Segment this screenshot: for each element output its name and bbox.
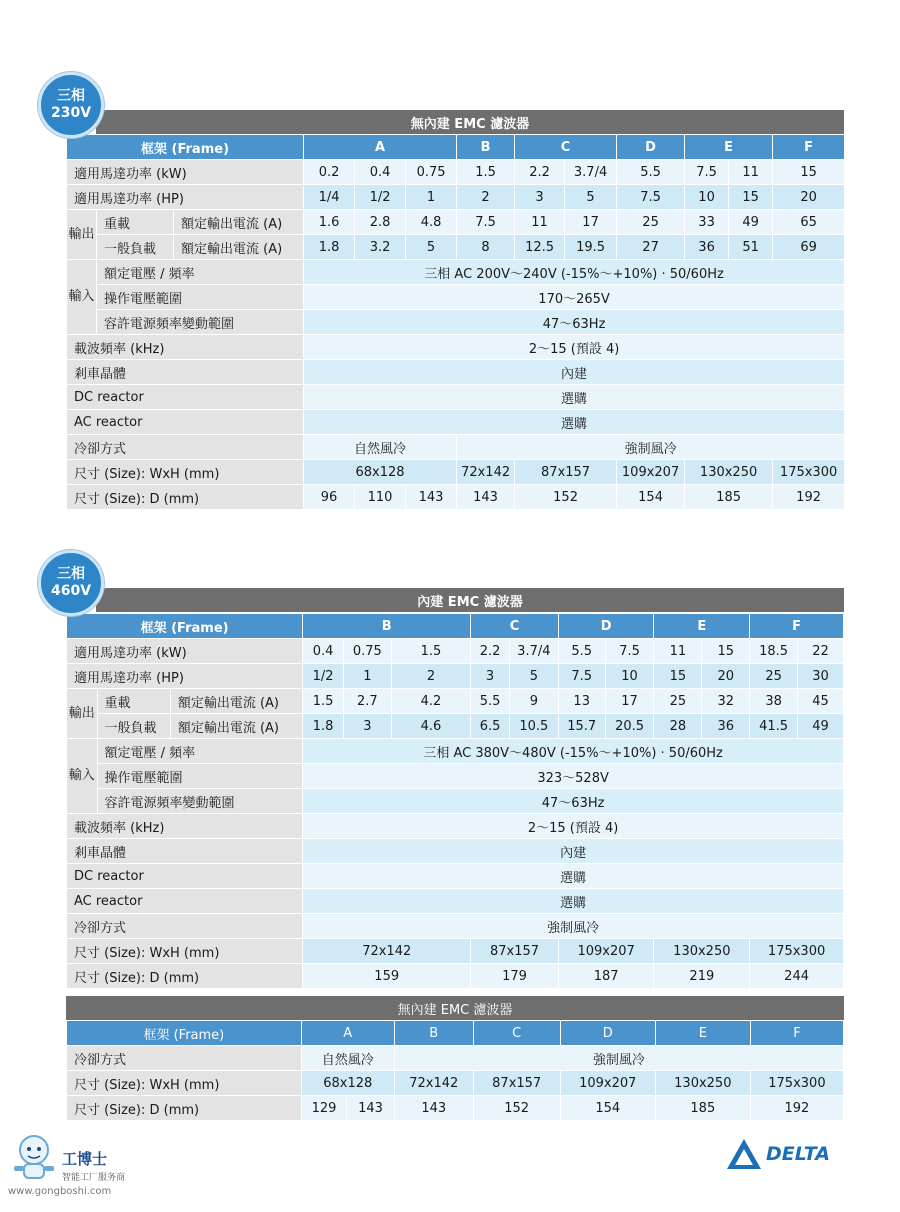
heavy-cell: 1.5 [303, 689, 344, 714]
size-wh-row [67, 1071, 844, 1096]
normal-cell: 19.5 [565, 235, 617, 260]
size-d-cell: 143 [394, 1096, 473, 1121]
normal-cell: 6.5 [471, 714, 510, 739]
hp-cell: 5 [509, 664, 558, 689]
dc-value: 選購 [304, 385, 845, 410]
rated-voltage-value: 三相 AC 200V～240V (-15%～+10%) · 50/60Hz [304, 260, 845, 285]
normal-row [67, 714, 844, 739]
badge-voltage: 460V [50, 583, 92, 599]
frame-c: C [515, 135, 617, 160]
hp-cell: 10 [685, 185, 729, 210]
rated-voltage-row [67, 739, 844, 764]
frame-b: B [303, 614, 471, 639]
voltage-range-label: 操作電壓範圍 [97, 285, 304, 310]
size-d-cell: 152 [515, 485, 617, 510]
cooling-natural: 自然風冷 [304, 435, 457, 460]
dc-value: 選購 [303, 864, 844, 889]
kw-label: 適用馬達功率 (kW) [67, 160, 304, 185]
kw-cell: 15 [773, 160, 845, 185]
cooling-row [67, 914, 844, 939]
hp-cell: 1 [343, 664, 391, 689]
ac-value: 選購 [303, 889, 844, 914]
freq-range-label: 容許電源頻率變動範圍 [97, 789, 303, 814]
size-d-cell: 152 [473, 1096, 560, 1121]
size-d-row [67, 964, 844, 989]
kw-cell: 2.2 [515, 160, 565, 185]
normal-label: 一般負載 [97, 235, 174, 260]
output-side-label: 輸出 [67, 210, 97, 260]
size-d-cell: 143 [347, 1096, 395, 1121]
size-d-cell: 143 [457, 485, 515, 510]
size-d-cell: 129 [301, 1096, 347, 1121]
dc-row [67, 385, 845, 410]
heavy-cell: 13 [558, 689, 605, 714]
frame-b: B [457, 135, 515, 160]
heavy-cell: 32 [702, 689, 750, 714]
hp-cell: 20 [773, 185, 845, 210]
normal-cell: 41.5 [750, 714, 798, 739]
heavy-label: 重載 [97, 210, 174, 235]
heavy-cell: 25 [654, 689, 702, 714]
normal-cell: 4.6 [391, 714, 470, 739]
kw-cell: 1.5 [391, 639, 470, 664]
kw-cell: 0.75 [406, 160, 457, 185]
kw-cell: 5.5 [617, 160, 685, 185]
size-d-cell: 159 [303, 964, 471, 989]
size-wh-cell: 130x250 [655, 1071, 750, 1096]
heavy-cell: 5.5 [471, 689, 510, 714]
size-wh-cell: 109x207 [560, 1071, 655, 1096]
cooling-row [67, 1046, 844, 1071]
kw-cell: 15 [702, 639, 750, 664]
hp-cell: 1/4 [304, 185, 355, 210]
heavy-cell: 2.8 [355, 210, 406, 235]
normal-cell: 5 [406, 235, 457, 260]
cooling-label: 冷卻方式 [67, 1046, 302, 1071]
hp-cell: 15 [654, 664, 702, 689]
hp-cell: 5 [565, 185, 617, 210]
normal-cell: 10.5 [509, 714, 558, 739]
size-d-cell: 110 [355, 485, 406, 510]
freq-range-row [67, 789, 844, 814]
size-wh-label: 尺寸 (Size): WxH (mm) [67, 460, 304, 485]
hp-cell: 30 [798, 664, 844, 689]
brand-url[interactable]: www.gongboshi.com [8, 1186, 112, 1197]
ac-row [67, 410, 845, 435]
normal-cell: 28 [654, 714, 702, 739]
hp-cell: 20 [702, 664, 750, 689]
rated-current-label: 額定輸出電流 (A) [170, 714, 302, 739]
voltage-range-label: 操作電壓範圍 [97, 764, 303, 789]
frame-a: A [304, 135, 457, 160]
size-d-label: 尺寸 (Size): D (mm) [67, 964, 303, 989]
brand-name: 工博士 [62, 1150, 108, 1168]
size-wh-cell: 87x157 [471, 939, 559, 964]
cooling-natural: 自然風冷 [301, 1046, 394, 1071]
delta-wordmark: DELTA [766, 1143, 830, 1165]
kw-label: 適用馬達功率 (kW) [67, 639, 303, 664]
size-wh-cell: 109x207 [617, 460, 685, 485]
output-side-label: 輸出 [67, 689, 98, 739]
spec-table-230v [66, 134, 845, 510]
rated-current-label: 額定輸出電流 (A) [170, 689, 302, 714]
kw-row [67, 160, 845, 185]
frame-c: C [471, 614, 559, 639]
cooling-value: 強制風冷 [303, 914, 844, 939]
cooling-row [67, 435, 845, 460]
size-d-row [67, 1096, 844, 1121]
frame-b: B [394, 1021, 473, 1046]
size-d-label: 尺寸 (Size): D (mm) [67, 485, 304, 510]
brake-row [67, 839, 844, 864]
frame-row [67, 614, 844, 639]
input-side-label: 輸入 [67, 260, 97, 335]
heavy-cell: 11 [515, 210, 565, 235]
normal-cell: 36 [702, 714, 750, 739]
carrier-value: 2～15 (預設 4) [304, 335, 845, 360]
size-d-cell: 244 [750, 964, 844, 989]
freq-range-label: 容許電源頻率變動範圍 [97, 310, 304, 335]
kw-cell: 3.7/4 [509, 639, 558, 664]
hp-cell: 7.5 [617, 185, 685, 210]
normal-cell: 51 [729, 235, 773, 260]
normal-cell: 8 [457, 235, 515, 260]
hp-row [67, 185, 845, 210]
heavy-cell: 1.6 [304, 210, 355, 235]
heavy-cell: 25 [617, 210, 685, 235]
carrier-value: 2～15 (預設 4) [303, 814, 844, 839]
kw-cell: 22 [798, 639, 844, 664]
carrier-label: 載波頻率 (kHz) [67, 335, 304, 360]
kw-cell: 18.5 [750, 639, 798, 664]
kw-cell: 11 [729, 160, 773, 185]
hp-cell: 2 [457, 185, 515, 210]
badge-voltage: 230V [50, 105, 92, 121]
kw-cell: 5.5 [558, 639, 605, 664]
heavy-cell: 17 [605, 689, 654, 714]
size-d-cell: 154 [560, 1096, 655, 1121]
badge-230v [38, 72, 104, 138]
hp-cell: 1/2 [303, 664, 344, 689]
frame-d: D [617, 135, 685, 160]
heavy-row [67, 210, 845, 235]
rated-voltage-value: 三相 AC 380V～480V (-15%～+10%) · 50/60Hz [303, 739, 844, 764]
frame-label: 框架 (Frame) [67, 1021, 302, 1046]
size-wh-cell: 175x300 [750, 1071, 843, 1096]
heavy-cell: 49 [729, 210, 773, 235]
freq-range-value: 47～63Hz [303, 789, 844, 814]
size-d-cell: 96 [304, 485, 355, 510]
size-d-cell: 154 [617, 485, 685, 510]
cooling-forced: 強制風冷 [394, 1046, 843, 1071]
hp-cell: 2 [391, 664, 470, 689]
size-wh-label: 尺寸 (Size): WxH (mm) [67, 1071, 302, 1096]
input-side-label: 輸入 [67, 739, 98, 814]
size-d-cell: 219 [654, 964, 750, 989]
brake-label: 剎車晶體 [67, 839, 303, 864]
carrier-row [67, 335, 845, 360]
rated-voltage-label: 額定電壓 / 頻率 [97, 260, 304, 285]
normal-cell: 36 [685, 235, 729, 260]
frame-e: E [655, 1021, 750, 1046]
frame-d: D [560, 1021, 655, 1046]
kw-cell: 11 [654, 639, 702, 664]
normal-cell: 1.8 [304, 235, 355, 260]
rated-current-label: 額定輸出電流 (A) [174, 235, 304, 260]
size-d-label: 尺寸 (Size): D (mm) [67, 1096, 302, 1121]
ac-label: AC reactor [67, 889, 303, 914]
normal-cell: 20.5 [605, 714, 654, 739]
spec-table-460v [66, 613, 844, 989]
normal-cell: 69 [773, 235, 845, 260]
frame-c: C [473, 1021, 560, 1046]
kw-cell: 2.2 [471, 639, 510, 664]
rated-voltage-label: 額定電壓 / 頻率 [97, 739, 303, 764]
size-d-cell: 143 [406, 485, 457, 510]
delta-logo [726, 1138, 830, 1170]
ac-label: AC reactor [67, 410, 304, 435]
normal-label: 一般負載 [97, 714, 170, 739]
normal-cell: 15.7 [558, 714, 605, 739]
banner-emc: 內建 EMC 濾波器 [96, 588, 844, 612]
voltage-range-value: 170～265V [304, 285, 845, 310]
size-wh-cell: 130x250 [685, 460, 773, 485]
hp-cell: 3 [515, 185, 565, 210]
dc-row [67, 864, 844, 889]
size-d-cell: 192 [750, 1096, 843, 1121]
brake-label: 剎車晶體 [67, 360, 304, 385]
size-wh-cell: 68x128 [304, 460, 457, 485]
voltage-range-value: 323～528V [303, 764, 844, 789]
kw-cell: 0.4 [355, 160, 406, 185]
kw-row [67, 639, 844, 664]
heavy-cell: 65 [773, 210, 845, 235]
hp-cell: 1/2 [355, 185, 406, 210]
normal-row [67, 235, 845, 260]
brand-tagline: 智能工厂服务商 [62, 1173, 126, 1183]
hp-cell: 1 [406, 185, 457, 210]
heavy-cell: 38 [750, 689, 798, 714]
frame-f: F [773, 135, 845, 160]
size-d-row [67, 485, 845, 510]
size-wh-cell: 87x157 [473, 1071, 560, 1096]
hp-label: 適用馬達功率 (HP) [67, 185, 304, 210]
size-wh-cell: 72x142 [303, 939, 471, 964]
size-wh-row [67, 460, 845, 485]
size-wh-cell: 130x250 [654, 939, 750, 964]
size-wh-cell: 175x300 [773, 460, 845, 485]
kw-cell: 0.4 [303, 639, 344, 664]
size-d-cell: 192 [773, 485, 845, 510]
heavy-cell: 4.2 [391, 689, 470, 714]
heavy-cell: 17 [565, 210, 617, 235]
voltage-range-row [67, 764, 844, 789]
hp-cell: 7.5 [558, 664, 605, 689]
kw-cell: 7.5 [685, 160, 729, 185]
size-wh-cell: 109x207 [558, 939, 654, 964]
heavy-cell: 33 [685, 210, 729, 235]
normal-cell: 1.8 [303, 714, 344, 739]
size-d-cell: 187 [558, 964, 654, 989]
size-wh-cell: 175x300 [750, 939, 844, 964]
cooling-forced: 強制風冷 [457, 435, 845, 460]
heavy-row [67, 689, 844, 714]
voltage-range-row [67, 285, 845, 310]
size-wh-cell: 72x142 [394, 1071, 473, 1096]
size-d-cell: 185 [685, 485, 773, 510]
size-wh-cell: 87x157 [515, 460, 617, 485]
heavy-cell: 7.5 [457, 210, 515, 235]
badge-phase: 三相 [57, 88, 85, 104]
size-d-cell: 185 [655, 1096, 750, 1121]
heavy-label: 重載 [97, 689, 170, 714]
kw-cell: 7.5 [605, 639, 654, 664]
normal-cell: 49 [798, 714, 844, 739]
frame-f: F [750, 614, 844, 639]
size-d-cell: 179 [471, 964, 559, 989]
dc-label: DC reactor [67, 864, 303, 889]
cooling-label: 冷卻方式 [67, 914, 303, 939]
heavy-cell: 9 [509, 689, 558, 714]
badge-460v [38, 550, 104, 616]
carrier-label: 載波頻率 (kHz) [67, 814, 303, 839]
ac-value: 選購 [304, 410, 845, 435]
frame-label: 框架 (Frame) [67, 614, 303, 639]
frame-label: 框架 (Frame) [67, 135, 304, 160]
dc-label: DC reactor [67, 385, 304, 410]
normal-cell: 27 [617, 235, 685, 260]
rated-current-label: 額定輸出電流 (A) [174, 210, 304, 235]
hp-cell: 25 [750, 664, 798, 689]
frame-row [67, 1021, 844, 1046]
normal-cell: 3.2 [355, 235, 406, 260]
cooling-label: 冷卻方式 [67, 435, 304, 460]
banner-no-emc-460v: 無內建 EMC 濾波器 [66, 996, 844, 1020]
brake-value: 內建 [303, 839, 844, 864]
mascot-icon [10, 1132, 58, 1184]
size-wh-row [67, 939, 844, 964]
kw-cell: 3.7/4 [565, 160, 617, 185]
normal-cell: 3 [343, 714, 391, 739]
brake-value: 內建 [304, 360, 845, 385]
hp-cell: 3 [471, 664, 510, 689]
banner-no-emc: 無內建 EMC 濾波器 [96, 110, 844, 134]
badge-phase: 三相 [57, 566, 85, 582]
size-wh-cell: 72x142 [457, 460, 515, 485]
delta-triangle-icon [726, 1138, 762, 1170]
carrier-row [67, 814, 844, 839]
freq-range-row [67, 310, 845, 335]
normal-cell: 12.5 [515, 235, 565, 260]
hp-label: 適用馬達功率 (HP) [67, 664, 303, 689]
rated-voltage-row [67, 260, 845, 285]
heavy-cell: 45 [798, 689, 844, 714]
heavy-cell: 4.8 [406, 210, 457, 235]
frame-d: D [558, 614, 654, 639]
kw-cell: 0.75 [343, 639, 391, 664]
kw-cell: 1.5 [457, 160, 515, 185]
heavy-cell: 2.7 [343, 689, 391, 714]
size-wh-label: 尺寸 (Size): WxH (mm) [67, 939, 303, 964]
hp-row [67, 664, 844, 689]
size-wh-cell: 68x128 [301, 1071, 394, 1096]
frame-row [67, 135, 845, 160]
frame-e: E [685, 135, 773, 160]
frame-a: A [301, 1021, 394, 1046]
frame-f: F [750, 1021, 843, 1046]
freq-range-value: 47～63Hz [304, 310, 845, 335]
kw-cell: 0.2 [304, 160, 355, 185]
ac-row [67, 889, 844, 914]
brake-row [67, 360, 845, 385]
hp-cell: 15 [729, 185, 773, 210]
spec-table-460v-no-emc [66, 1020, 844, 1121]
hp-cell: 10 [605, 664, 654, 689]
frame-e: E [654, 614, 750, 639]
